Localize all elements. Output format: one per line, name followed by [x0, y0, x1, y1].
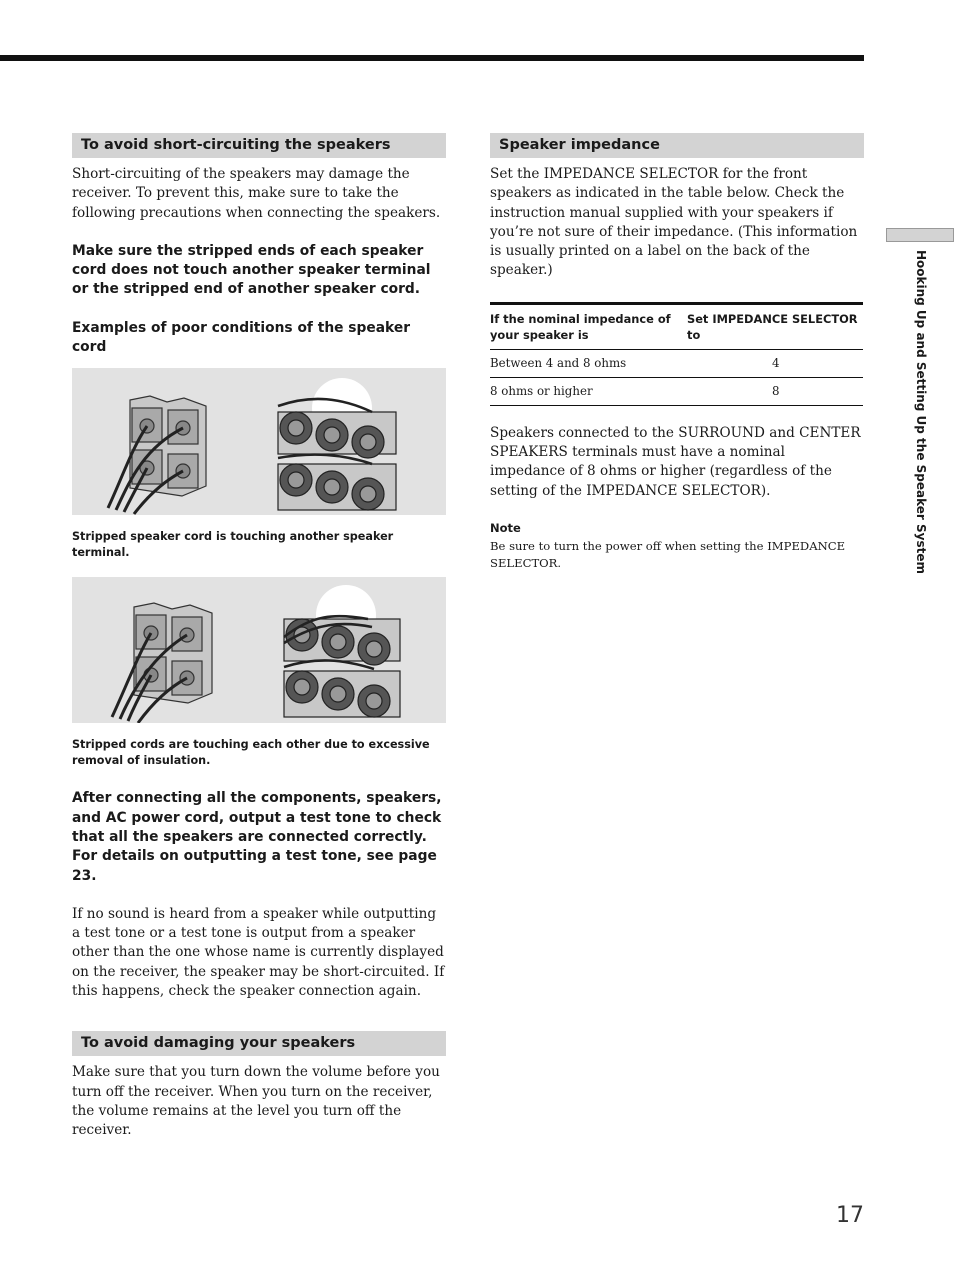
no-sound-paragraph: If no sound is heard from a speaker while outputting a test tone or a test tone is output from a speaker other than the one whose name is currently displayed on the receiver, the speaker may be short-circuited. If this happens, check the speaker connection again.	[72, 905, 445, 1000]
impedance-table	[490, 302, 863, 406]
speaker-terminal-illustration-1	[72, 368, 446, 515]
speaker-terminal-illustration-2	[72, 577, 446, 723]
table-header-row	[490, 303, 863, 349]
figure-caption-1: Stripped speaker cord is touching another speaker terminal.	[72, 530, 394, 560]
impedance-intro: Set the IMPEDANCE SELECTOR for the front speakers as indicated in the table below. Check the instruction manual supplied with your speakers if you’re not sure of their impedance. (This information is usually printed on a label on the back of the speaker.)	[490, 166, 858, 279]
figure-cord-touching-terminal	[72, 368, 446, 515]
top-rule	[0, 55, 864, 61]
left-column	[72, 133, 446, 1160]
section-heading-short-circuit: To avoid short-circuiting the speakers	[72, 133, 446, 158]
chapter-side-label: Hooking Up and Setting Up the Speaker System	[914, 250, 928, 574]
table-header-impedance: If the nominal impedance of your speaker is	[490, 303, 687, 349]
table-row	[490, 349, 863, 377]
table-header-selector: Set IMPEDANCE SELECTOR to	[687, 303, 863, 349]
page-number: 17	[836, 1203, 864, 1228]
note-title: Note	[490, 520, 521, 535]
chapter-tab	[886, 228, 954, 242]
table-cell-setting: 8	[687, 377, 863, 405]
test-tone-instruction: After connecting all the components, speakers, and AC power cord, output a test tone to check that all the speakers are connected correctly. For details on outputting a test tone, see page 23.	[72, 790, 442, 884]
note-text: Be sure to turn the power off when setting the IMPEDANCE SELECTOR.	[490, 538, 846, 570]
stripped-ends-warning: Make sure the stripped ends of each speaker cord does not touch another speaker terminal or the stripped end of another speaker cord.	[72, 242, 431, 298]
figure-cords-touching-each-other	[72, 577, 446, 723]
table-row	[490, 377, 863, 405]
section-heading-damaging: To avoid damaging your speakers	[72, 1031, 446, 1056]
examples-title: Examples of poor conditions of the speaker cord	[72, 319, 411, 356]
surround-paragraph: Speakers connected to the SURROUND and CENTER SPEAKERS terminals must have a nominal impedance of 8 ohms or higher (regardless of the setting of the IMPEDANCE SELECTOR).	[490, 424, 861, 499]
table-cell-setting: 4	[687, 349, 863, 377]
short-circuit-intro: Short-circuiting of the speakers may damage the receiver. To prevent this, make sure to take the following precautions when connecting the speakers.	[72, 166, 441, 221]
table-cell-impedance: 8 ohms or higher	[490, 377, 687, 405]
volume-paragraph: Make sure that you turn down the volume before you turn off the receiver. When you turn on the receiver, the volume remains at the level you turn off the receiver.	[72, 1064, 440, 1139]
right-column	[490, 133, 864, 572]
section-heading-impedance: Speaker impedance	[490, 133, 864, 158]
figure-caption-2: Stripped cords are touching each other due to excessive removal of insulation.	[72, 738, 430, 768]
table-cell-impedance: Between 4 and 8 ohms	[490, 349, 687, 377]
